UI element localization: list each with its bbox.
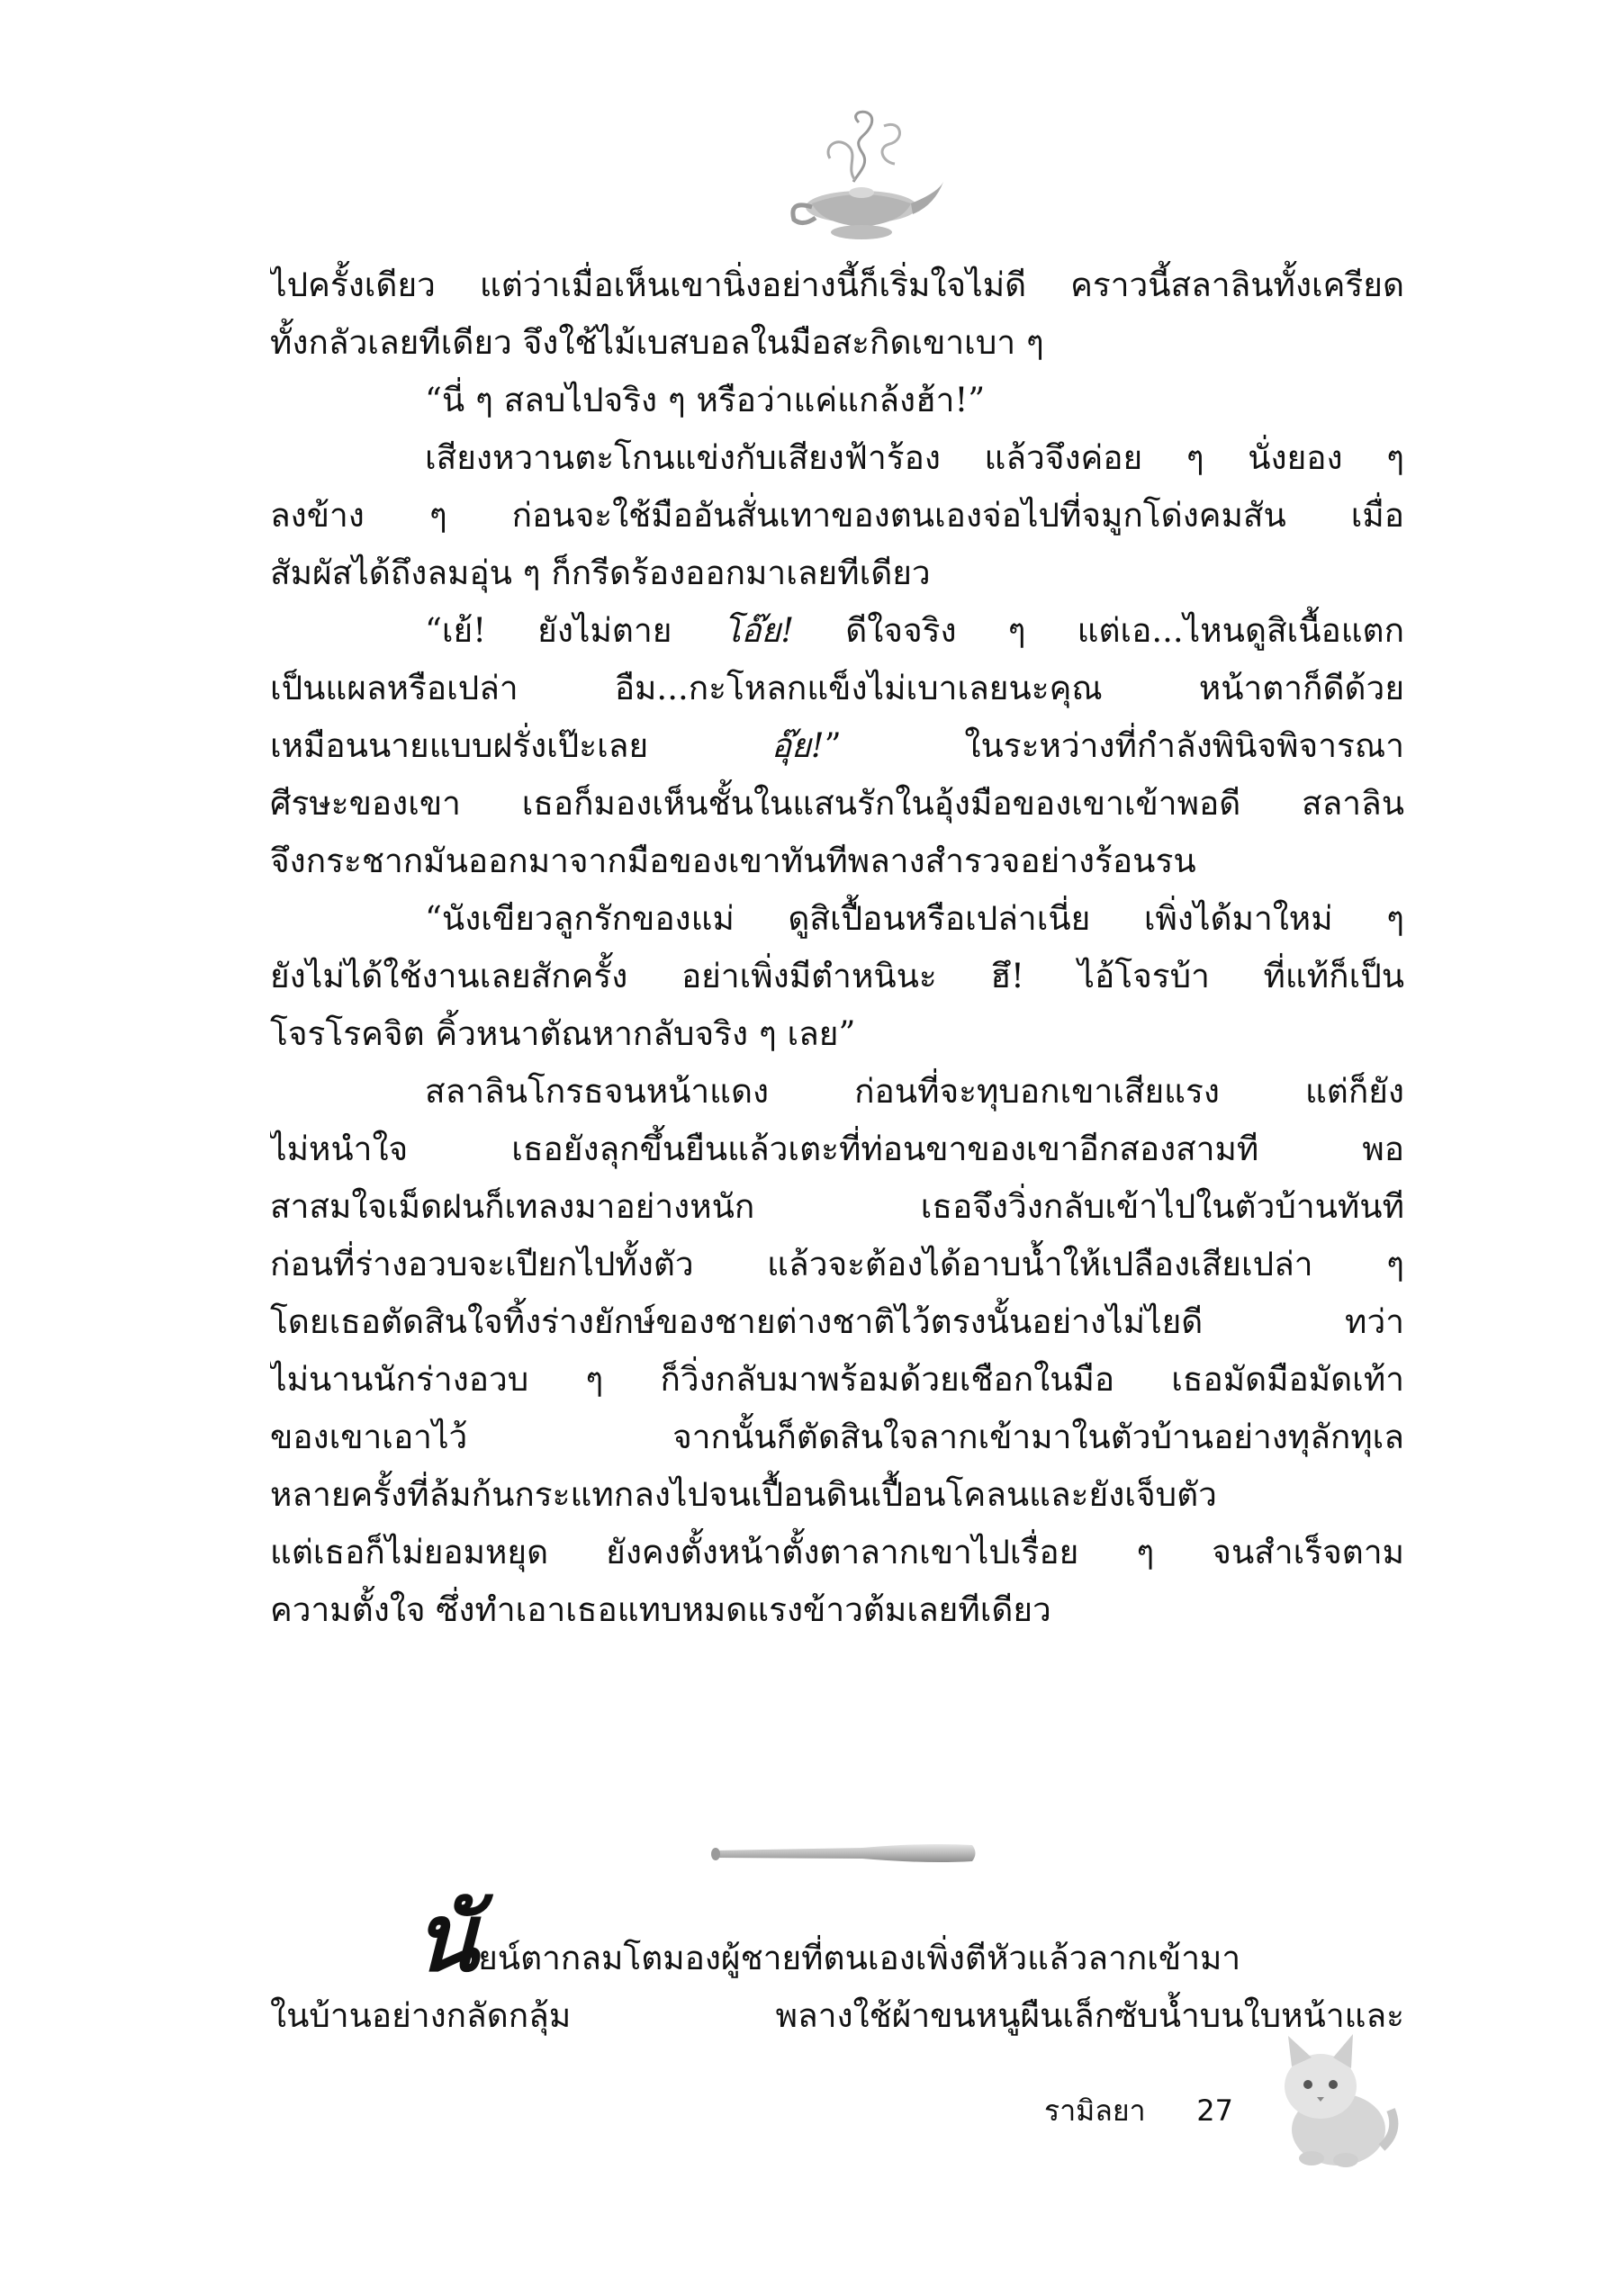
text-line: โดยเธอตัดสินใจทิ้งร่างยักษ์ของชายต่างชาติไว้ตรงนั้นอย่างไม่ไยดี ทว่า [270,1302,1404,1341]
text-span: เหมือนนายแบบฝรั่งเป๊ะเลย [270,726,771,765]
text-span: ” ในระหว่างที่กำลังพินิจพิจารณา [824,726,1404,765]
author-name: รามิลยา [1044,2093,1146,2128]
kitten-icon [1265,2023,1400,2167]
italic-exclamation: โอ๊ย! [723,611,795,650]
text-line: โจรโรคจิต คิ้วหนาตัณหากลับจริง ๆ เลย” [270,1014,856,1053]
text-line: ความตั้งใจ ซึ่งทำเอาเธอแทบหมดแรงข้าวต้มเลยทีเดียว [270,1590,1051,1629]
text-line: สัมผัสได้ถึงลมอุ่น ๆ ก็กรีดร้องออกมาเลยทีเดียว [270,554,931,592]
text-line: ก่อนที่ร่างอวบจะเปียกไปทั้งตัว แล้วจะต้องได้อาบน้ำให้เปลืองเสียเปล่า ๆ [270,1245,1404,1283]
genie-lamp-icon [776,106,947,241]
text-span: “เย้! ยังไม่ตาย [425,611,724,650]
text-line [270,602,1404,660]
text-line: ไม่หนำใจ เธอยังลุกขึ้นยืนแล้วเตะที่ท่อนขาของเขาอีกสองสามที พอ [270,1130,1404,1168]
text-line: “นังเขียวลูกรักของแม่ ดูสิเปื้อนหรือเปล่าเนี่ย เพิ่งได้มาใหม่ ๆ [425,899,1404,938]
text-line: ลงข้าง ๆ ก่อนจะใช้มืออันสั่นเทาของตนเองจ่อไปที่จมูกโด่งคมสัน เมื่อ [270,496,1404,535]
new-section [270,1888,1404,2045]
text-line: ไปครั้งเดียว แต่ว่าเมื่อเห็นเขานิ่งอย่างนี้ก็เริ่มใจไม่ดี คราวนี้สลาลินทั้งเครียด [270,266,1404,304]
page-number: 27 [1196,2093,1233,2128]
body-text [270,257,1404,1639]
text-span: ดีใจจริง ๆ แต่เอ...ไหนดูสิเนื้อแตก [794,611,1404,650]
text-line: หลายครั้งที่ล้มก้นกระแทกลงไปจนเปื้อนดินเปื้อนโคลนและยังเจ็บตัว [270,1475,1217,1514]
baseball-bat-icon [709,1838,979,1868]
text-line: จึงกระชากมันออกมาจากมือของเขาทันทีพลางสำรวจอย่างร้อนรน [270,842,1196,880]
text-line: เป็นแผลหรือเปล่า อืม...กะโหลกแข็งไม่เบาเลยนะคุณ หน้าตาก็ดีด้วย [270,669,1404,707]
text-line: เสียงหวานตะโกนแข่งกับเสียงฟ้าร้อง แล้วจึงค่อย ๆ นั่งยอง ๆ [425,438,1404,477]
italic-exclamation: อุ๊ย! [771,726,825,765]
text-line: สาสมใจเม็ดฝนก็เทลงมาอย่างหนัก เธอจึงวิ่งกลับเข้าไปในตัวบ้านทันที [270,1187,1404,1226]
text-line: ยังไม่ได้ใช้งานเลยสักครั้ง อย่าเพิ่งมีตำหนินะ ฮึ! ไอ้โจรบ้า ที่แท้ก็เป็น [270,957,1404,995]
text-line: แต่เธอก็ไม่ยอมหยุด ยังคงตั้งหน้าตั้งตาลากเขาไปเรื่อย ๆ จนสำเร็จตาม [270,1533,1404,1571]
text-line: ของเขาเอาไว้ จากนั้นก็ตัดสินใจลากเข้ามาในตัวบ้านอย่างทุลักทุเล [270,1418,1404,1456]
text-span: ยน์ตากลมโตมองผู้ชายที่ตนเองเพิ่งตีหัวแล้วลากเข้ามา [478,1939,1241,1977]
section-first-line [270,1888,1404,1987]
text-line: ไม่นานนักร่างอวบ ๆ ก็วิ่งกลับมาพร้อมด้วยเชือกในมือ เธอมัดมือมัดเท้า [270,1360,1404,1399]
text-line [270,717,1404,775]
text-line: ในบ้านอย่างกลัดกลุ้ม พลางใช้ผ้าขนหนูผืนเล็กซับน้ำบนใบหน้าและ [270,1996,1404,2035]
text-line: ศีรษะของเขา เธอก็มองเห็นชั้นในแสนรักในอุ้งมือของเขาเข้าพอดี สลาลิน [270,784,1404,823]
text-line: สลาลินโกรธจนหน้าแดง ก่อนที่จะทุบอกเขาเสียแรง แต่ก็ยัง [425,1072,1404,1111]
page-footer [1044,2088,1233,2133]
text-line: ทั้งกลัวเลยทีเดียว จึงใช้ไม้เบสบอลในมือสะกิดเขาเบา ๆ [270,323,1044,362]
text-line: “นี่ ๆ สลบไปจริง ๆ หรือว่าแค่แกล้งฮ้า!” [425,381,986,419]
drop-cap: นั [414,1888,479,1987]
